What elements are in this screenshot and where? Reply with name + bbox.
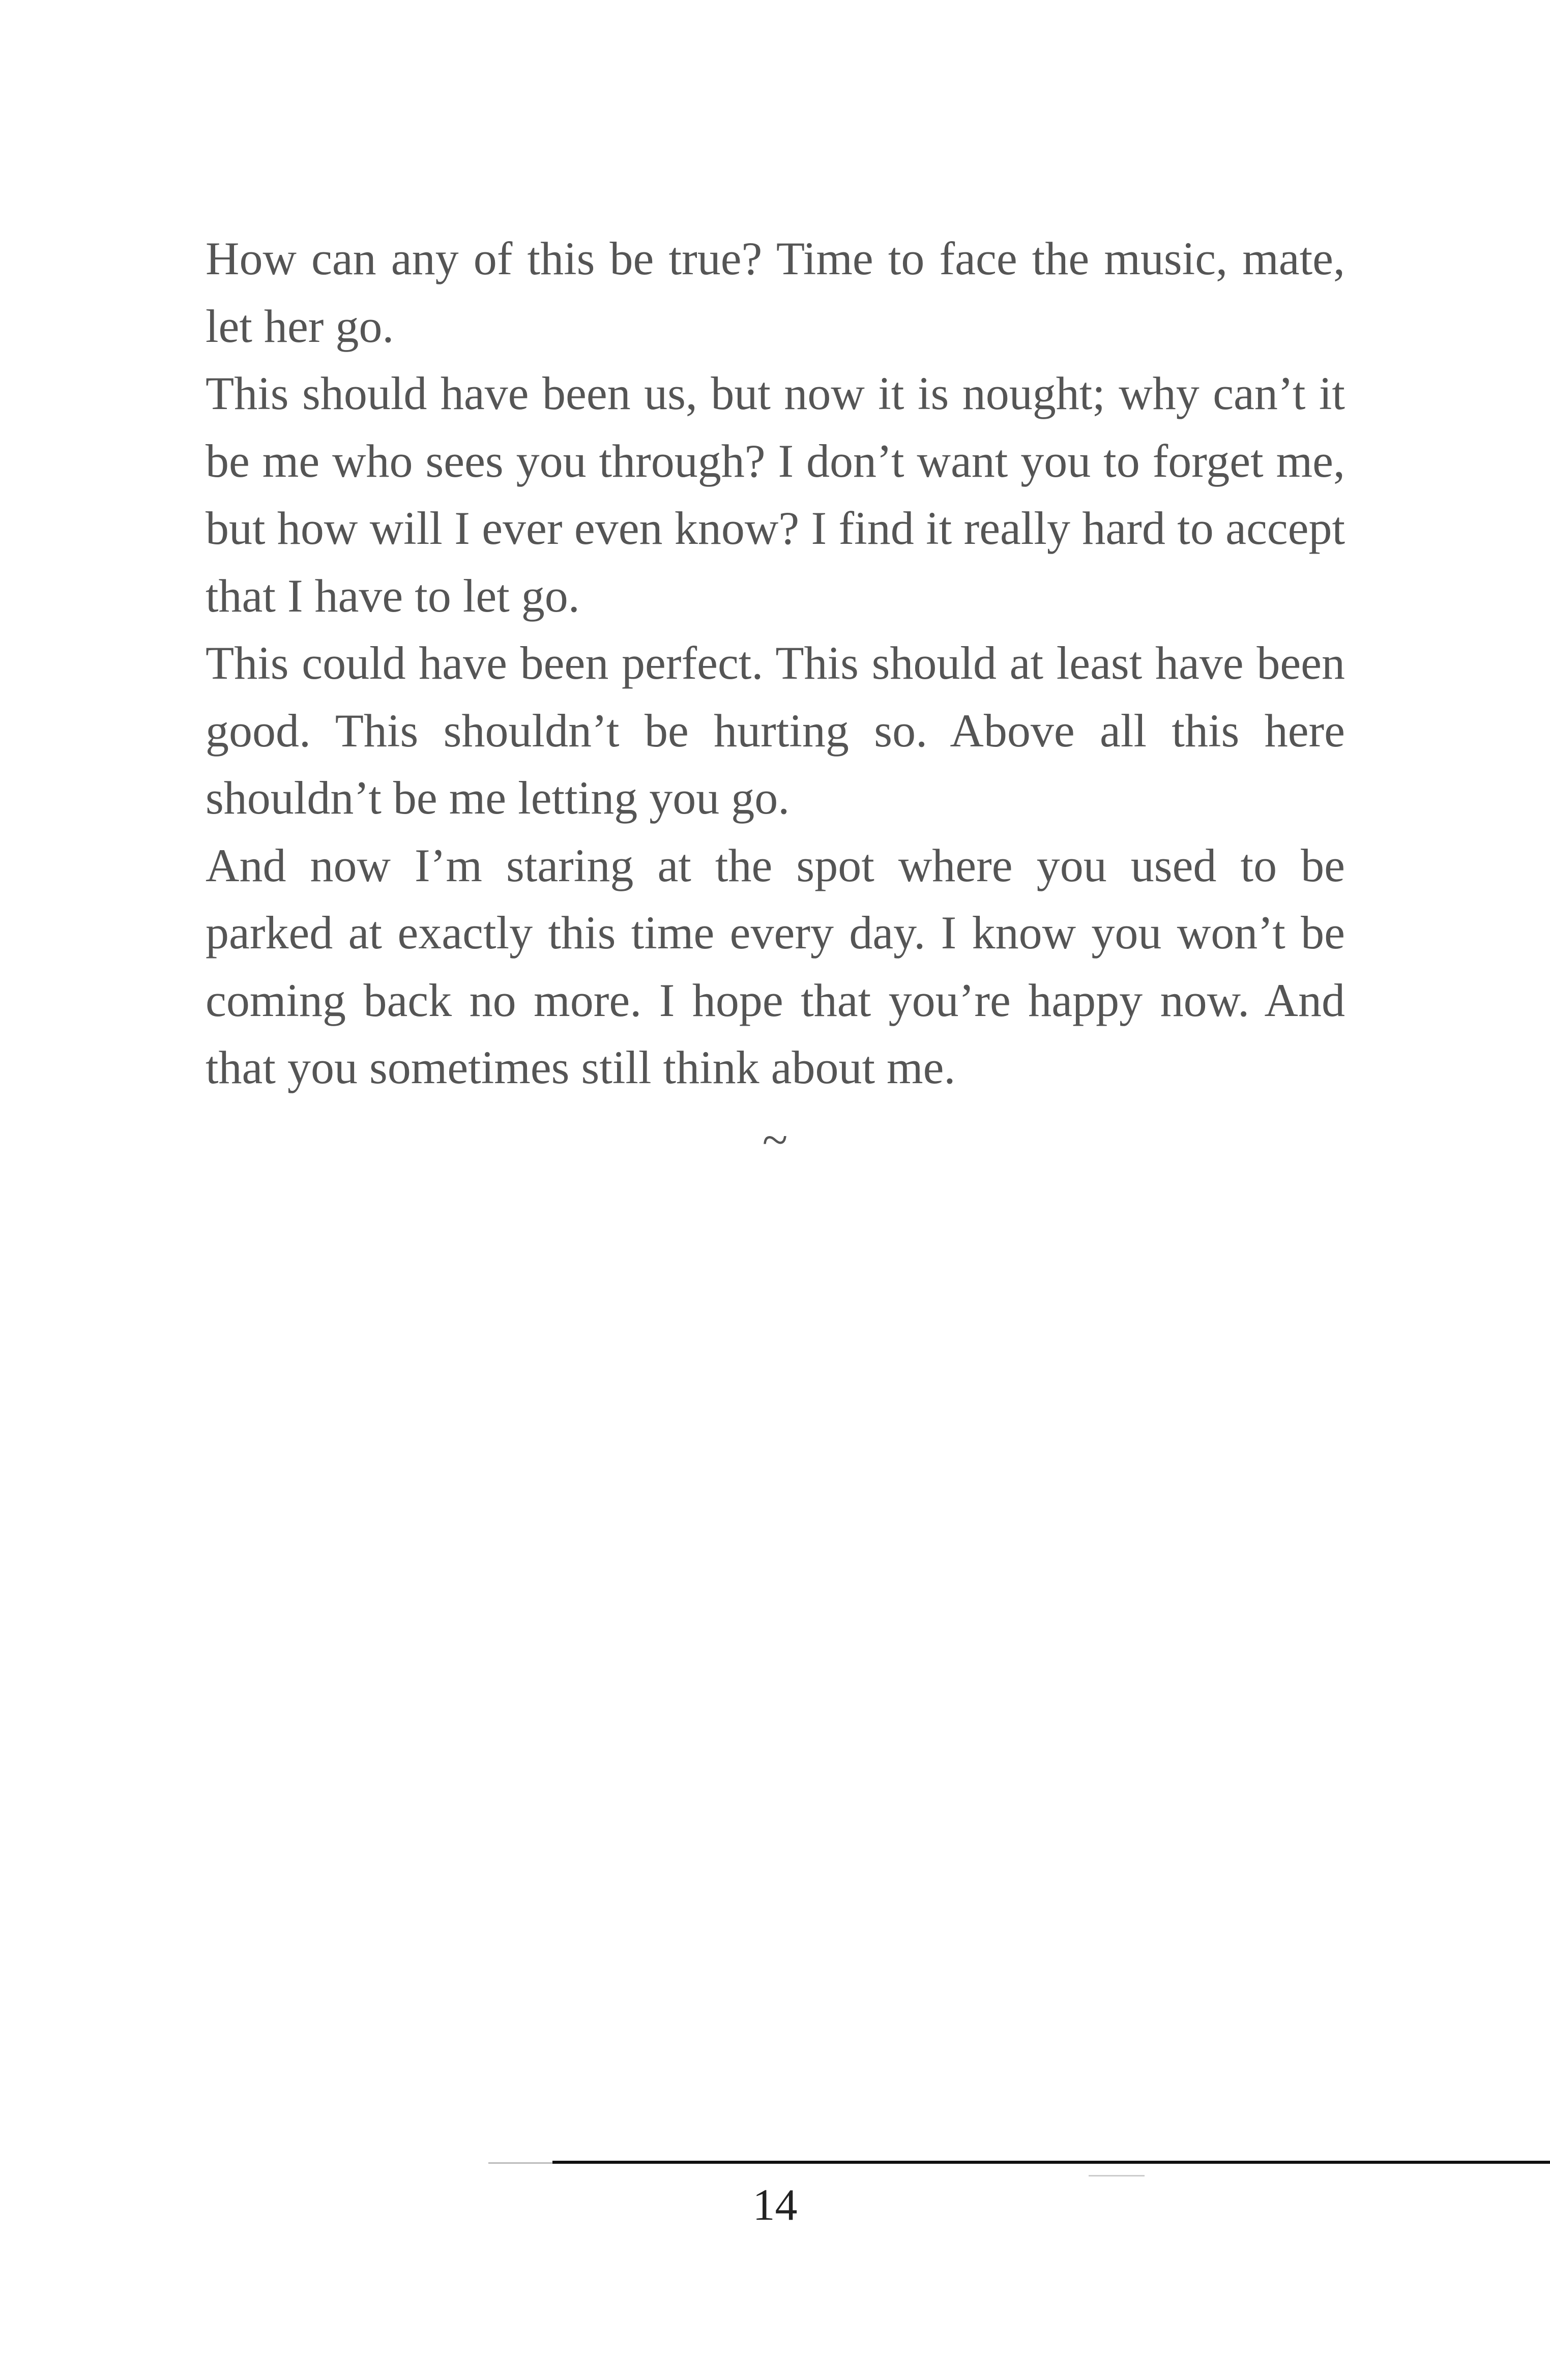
body-text <box>206 225 1345 1101</box>
paragraph-1: How can any of this be true? Time to face the music, mate, let her go. <box>206 233 1345 352</box>
paragraph-3: This could have been perfect. This should at least have been good. This shouldn’t be hurting so. Above all this here shouldn’t be me letting you go. <box>206 637 1345 824</box>
paragraph-4: And now I’m staring at the spot where you used to be parked at exactly this time every day. I know you won’t be coming back no more. I hope that you’re happy now. And that you sometimes still think about me. <box>206 839 1345 1093</box>
section-break: ~ <box>762 1114 788 1166</box>
page-number: 14 <box>752 2181 798 2230</box>
footer-rule <box>552 2161 1550 2164</box>
footer-rule-faint <box>488 2162 560 2164</box>
footer-mark <box>1089 2175 1145 2176</box>
paragraph-2: This should have been us, but now it is nought; why can’t it be me who sees you through? I don’t want you to forget me, but how will I ever even know? I find it really hard to accept that I have to let go. <box>206 367 1345 622</box>
